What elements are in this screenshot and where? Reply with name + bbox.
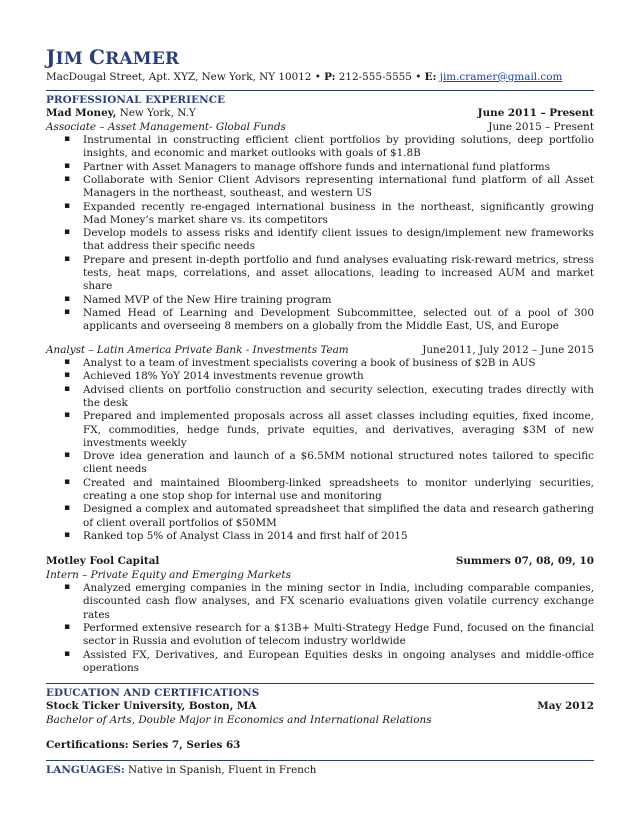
email-link[interactable]: jim.cramer@gmail.com [439, 70, 563, 83]
role-title: Analyst – Latin America Private Bank - Investments Team [46, 343, 349, 356]
education-heading: EDUCATION AND CERTIFICATIONS [46, 687, 260, 700]
experience-heading: PROFESSIONAL EXPERIENCE [46, 94, 226, 106]
role-header [46, 344, 594, 357]
languages-label: LANGUAGES: [46, 764, 125, 777]
employer-header [46, 555, 594, 568]
section-divider [46, 683, 594, 684]
list-item: ▪ Advised clients on portfolio construction and security selection, executing trades directly with the desk [83, 384, 594, 411]
role-header [46, 121, 594, 134]
list-item: ▪ Prepare and present in-depth portfolio and fund analyses evaluating risk-reward metrics, stress tests, heat maps, correlations, and asset allocations, leading to increased AUM and market share [83, 254, 594, 294]
company-name: Motley Fool Capital [46, 555, 160, 568]
school-row [46, 700, 594, 713]
list-item: ▪ Named Head of Learning and Development Subcommittee, selected out of a pool of 300 applicants and overseeing 8 members on a globally from the Middle East, US, and Europe [83, 307, 594, 334]
certifications: Certifications: Series 7, Series 63 [46, 739, 241, 752]
bullet-list [46, 582, 594, 675]
candidate-name: JIM CRAMER [46, 45, 180, 69]
phone: 212-555-5555 [338, 70, 412, 83]
list-item: ▪ Drove idea generation and launch of a $6.5MM notional structured notes tailored to specific client needs [83, 450, 594, 477]
section-divider [46, 760, 594, 761]
list-item: ▪ Instrumental in constructing efficient client portfolios by providing solutions, deep portfolio insights, and economic and market outlooks with goals of $1.8B [83, 134, 594, 161]
bullet-separator: • [314, 70, 325, 83]
bullet-list [46, 357, 594, 543]
list-item: ▪ Collaborate with Senior Client Advisors representing international fund platform of all Asset Managers in the northeast, southeast, and western US [83, 174, 594, 201]
resume-page [46, 46, 594, 778]
company-name: Mad Money, [46, 107, 117, 120]
employment-dates: June 2011 – Present [477, 107, 594, 120]
list-item: ▪ Performed extensive research for a $13B+ Multi-Strategy Hedge Fund, focused on the financial sector in Russia and evolution of telecom industry worldwide [83, 622, 594, 649]
list-item: ▪ Designed a complex and automated spreadsheet that simplified the data and research gathering of client overall portfolios of $50MM [83, 503, 594, 530]
list-item: ▪ Ranked top 5% of Analyst Class in 2014 and first half of 2015 [83, 530, 594, 543]
role-dates: June2011, July 2012 – June 2015 [422, 343, 594, 356]
school-name: Stock Ticker University, Boston, MA [46, 700, 257, 713]
section-divider [46, 90, 594, 91]
employer-header [46, 107, 594, 120]
role-title: Associate – Asset Management- Global Funds [46, 120, 286, 133]
degree: Bachelor of Arts, Double Major in Economics and International Relations [46, 713, 432, 726]
employment-dates: Summers 07, 08, 09, 10 [455, 555, 594, 568]
list-item: ▪ Achieved 18% YoY 2014 investments revenue growth [83, 370, 594, 383]
list-item: ▪ Analyst to a team of investment specialists covering a book of business of $2B in AUS [83, 357, 594, 370]
list-item: ▪ Named MVP of the New Hire training program [83, 294, 594, 307]
list-item: ▪ Partner with Asset Managers to manage offshore funds and international fund platforms [83, 161, 594, 174]
languages-row [46, 764, 594, 777]
list-item: ▪ Prepared and implemented proposals across all asset classes including equities, fixed income, FX, commodities, hedge funds, private equities, and derivatives, averaging $3M of new investments weekly [83, 410, 594, 450]
languages-value: Native in Spanish, Fluent in French [128, 764, 317, 777]
bullet-list [46, 134, 594, 334]
list-item: ▪ Analyzed emerging companies in the mining sector in India, including comparable companies, discounted cash flow analyses, and FX scenario evaluations given volatile currency exchange rates [83, 582, 594, 622]
list-item: ▪ Created and maintained Bloomberg-linked spreadsheets to monitor underlying securities, creating a one stop shop for internal use and monitoring [83, 477, 594, 504]
role-dates: June 2015 – Present [488, 120, 594, 133]
graduation-date: May 2012 [537, 700, 594, 713]
list-item: ▪ Develop models to assess risks and identify client issues to design/implement new frameworks that address their specific needs [83, 227, 594, 254]
address: MacDougal Street, Apt. XYZ, New York, NY 10012 [46, 70, 312, 83]
list-item: ▪ Expanded recently re-engaged international business in the northeast, significantly growing Mad Money’s market share vs. its competitors [83, 201, 594, 228]
contact-line: MacDougal Street, Apt. XYZ, New York, NY 10012 • P: 212-555-5555 • E: jim.cramer@gmail.com [46, 70, 563, 83]
role-title: Intern – Private Equity and Emerging Markets [46, 568, 291, 581]
list-item: ▪ Assisted FX, Derivatives, and European Equities desks in ongoing analyses and middle-office operations [83, 649, 594, 676]
bullet-separator: • [415, 70, 425, 83]
company-location: New York, N.Y [119, 107, 196, 120]
role-header [46, 569, 594, 582]
